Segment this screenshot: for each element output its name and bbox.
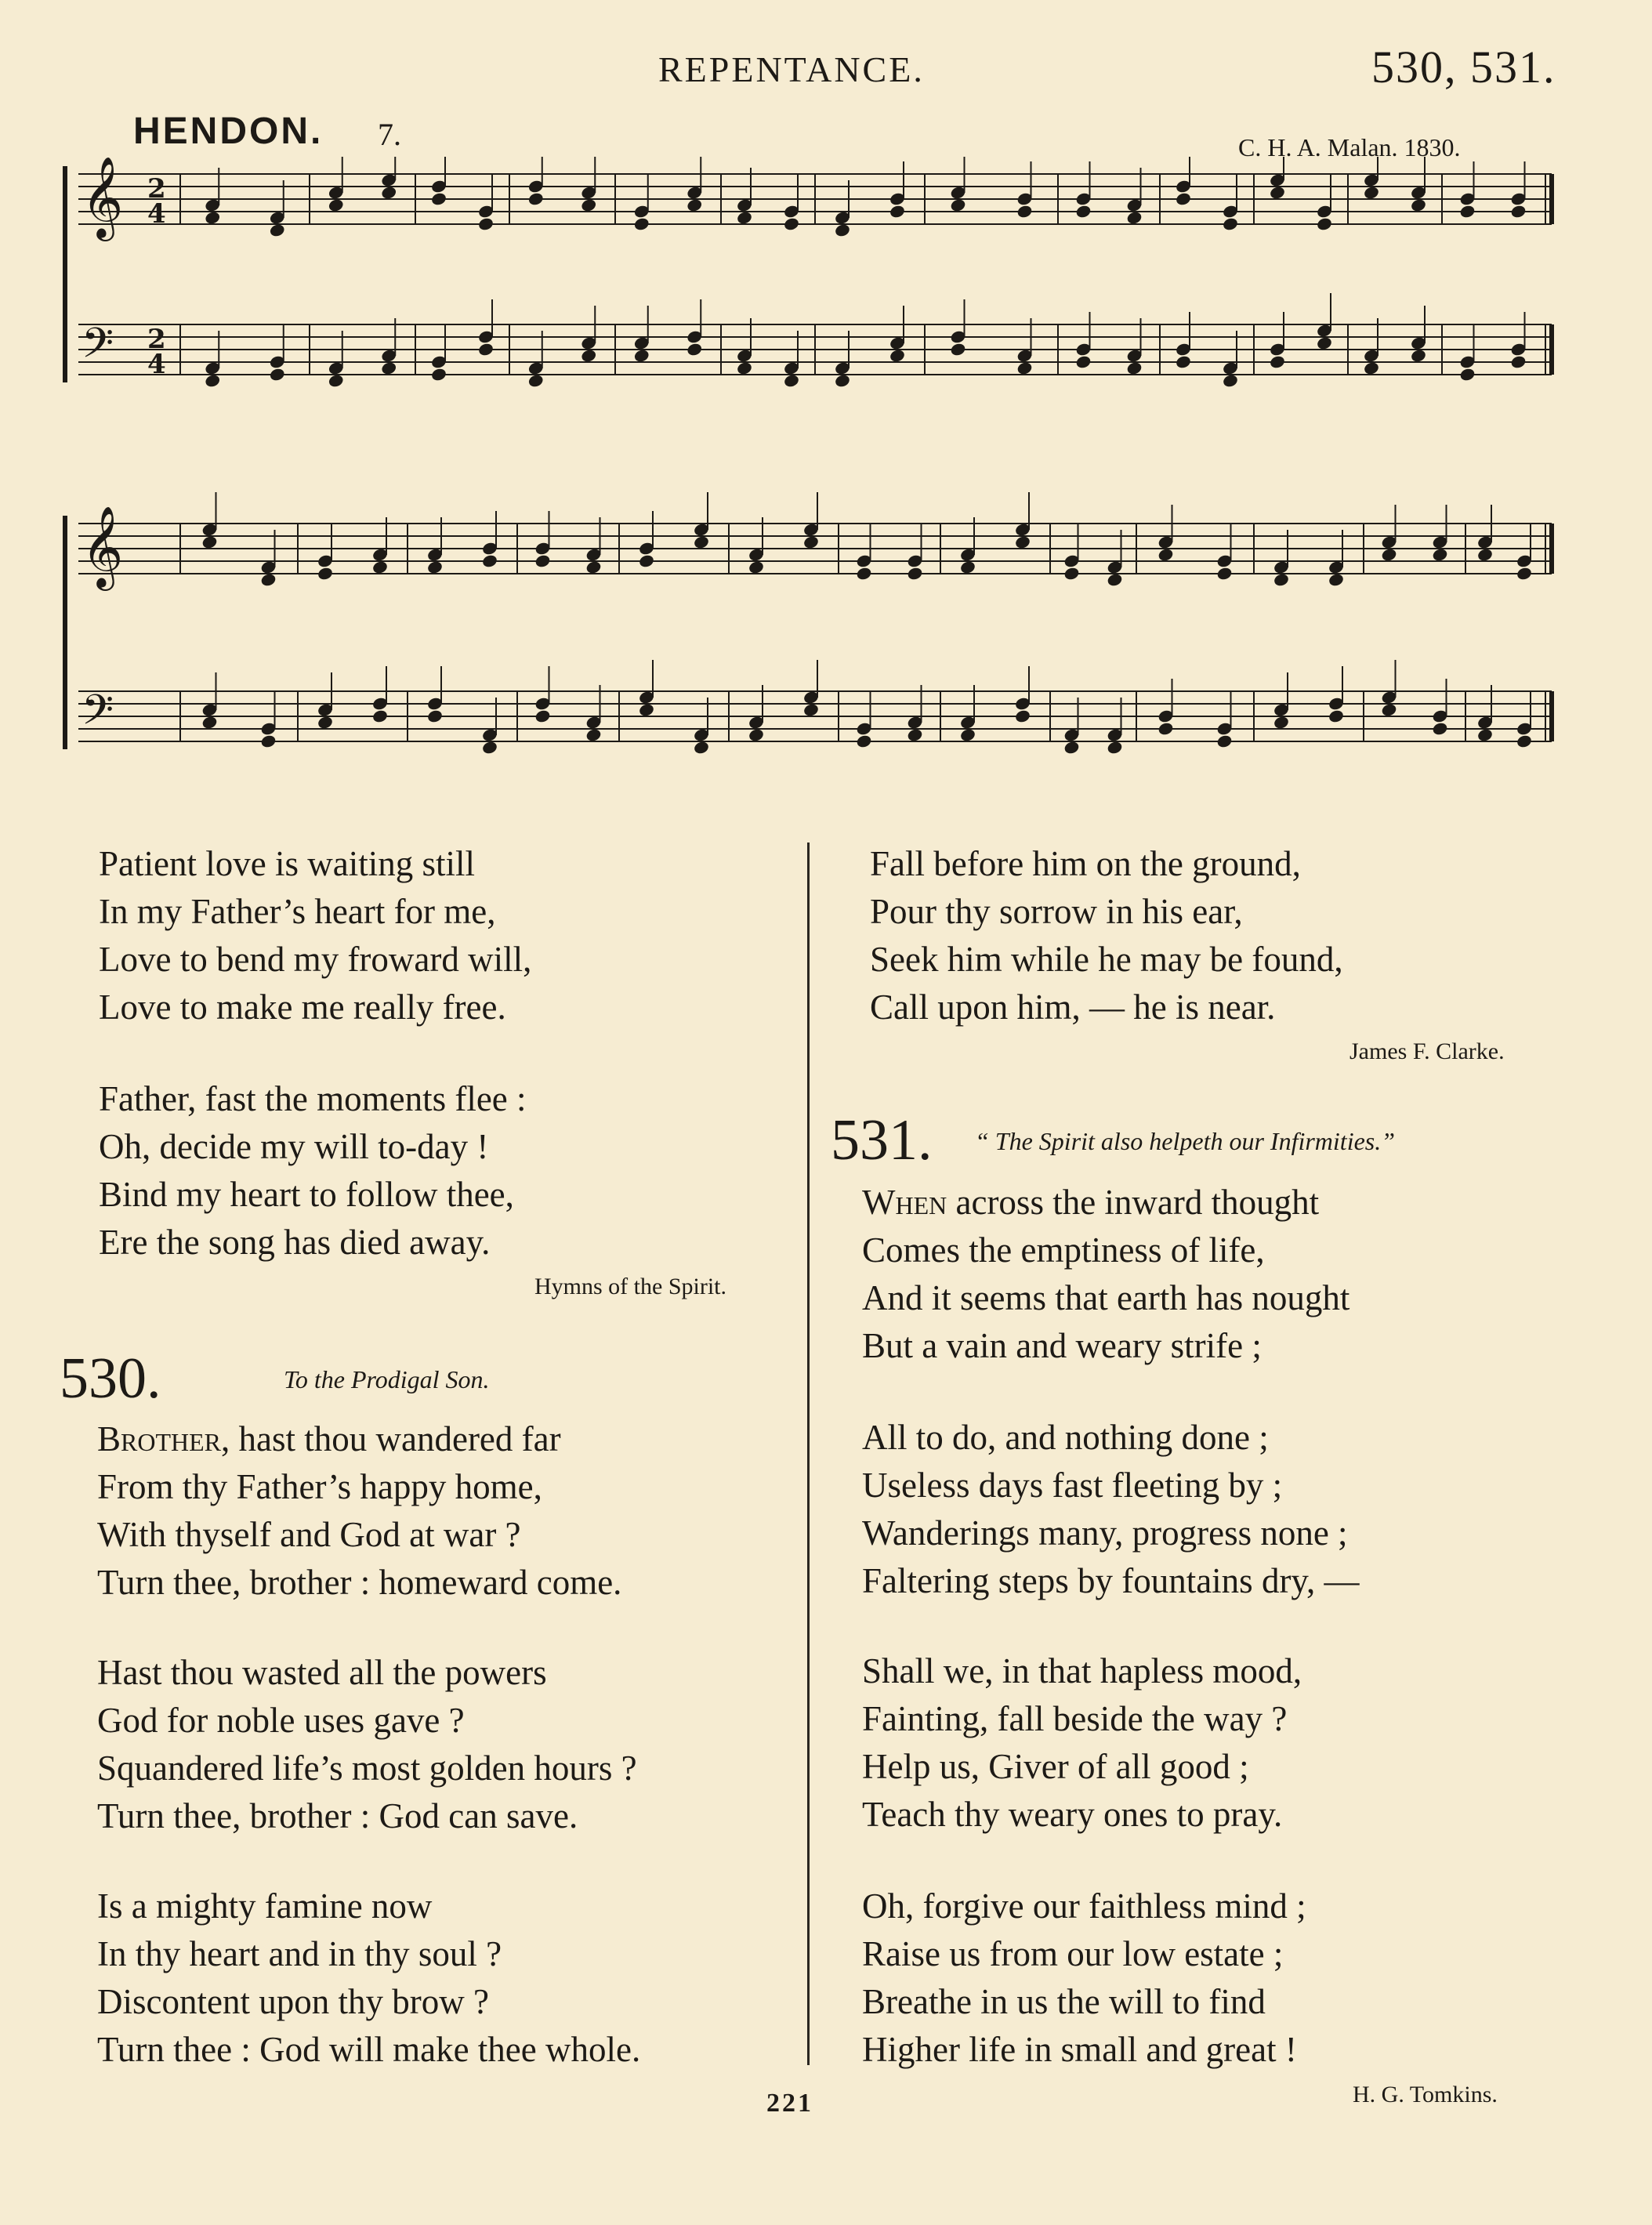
note-head	[686, 197, 703, 212]
verse-line: Faltering steps by fountains dry, —	[862, 1561, 1360, 1600]
note-head	[328, 197, 345, 212]
verse-line: Call upon him, — he is near.	[870, 987, 1276, 1027]
verse-line: Help us, Giver of all good ;	[862, 1747, 1249, 1786]
verse-line: Oh, forgive our faithless mind ;	[862, 1886, 1306, 1926]
note-head	[1410, 197, 1427, 212]
bass-clef-icon: 𝄢	[82, 687, 114, 745]
note-head	[426, 560, 444, 574]
tune-meter: 7.	[378, 117, 401, 152]
note-head	[317, 566, 334, 581]
note-head	[260, 734, 277, 748]
verse-line: Shall we, in that hapless mood,	[862, 1651, 1302, 1690]
note-head	[380, 185, 397, 200]
note-head	[633, 348, 650, 363]
note-head	[1476, 547, 1494, 562]
verse-line: Wanderings many, progress none ;	[862, 1513, 1348, 1553]
note-head	[1516, 566, 1533, 581]
column-divider	[807, 843, 810, 2065]
note-head	[534, 553, 552, 568]
time-signature-bottom: 4	[147, 198, 166, 230]
hymn-531-title: “ The Spirit also helpeth our Infirmities.”	[975, 1127, 1396, 1155]
hymn-531-stanza-1	[862, 1179, 1349, 1370]
verse-line: Hast thou wasted all the powers	[97, 1653, 547, 1692]
note-head	[1432, 721, 1449, 736]
verse-line: Is a mighty famine now	[97, 1886, 433, 1926]
note-head	[736, 361, 753, 375]
verse-line: From thy Father’s happy home,	[97, 1467, 542, 1506]
verse-line: With thyself and God at war ?	[97, 1515, 521, 1554]
note-head	[1381, 547, 1398, 562]
note-head	[802, 535, 820, 549]
note-head	[201, 715, 219, 730]
note-head	[534, 708, 552, 723]
note-head	[477, 216, 495, 231]
note-head	[481, 553, 498, 568]
note-head	[1328, 572, 1345, 587]
hymn-531-author: H. G. Tomkins.	[1353, 2082, 1498, 2107]
note-head	[1269, 185, 1286, 200]
note-head	[1459, 204, 1476, 219]
verse-line: Oh, decide my will to-day !	[99, 1127, 489, 1166]
system-brace	[63, 166, 67, 382]
verse-line: Brother, hast thou wandered far	[97, 1419, 561, 1459]
note-head	[1175, 191, 1192, 206]
note-head	[736, 210, 753, 225]
note-head	[950, 197, 967, 212]
hymn-530-stanza-2	[97, 1649, 637, 1840]
verse-line: In my Father’s heart for me,	[99, 892, 496, 931]
note-head	[889, 348, 906, 363]
note-head	[1222, 216, 1239, 231]
verse-line: Teach thy weary ones to pray.	[862, 1795, 1283, 1834]
note-head	[638, 553, 655, 568]
verse-line: Father, fast the moments flee :	[99, 1079, 527, 1118]
note-head	[1269, 354, 1286, 369]
verse-line: But a vain and weary strife ;	[862, 1326, 1262, 1365]
note-head	[1316, 335, 1333, 350]
note-head	[430, 367, 447, 382]
hymn-531-stanza-3	[862, 1647, 1302, 1839]
note-head	[693, 740, 710, 755]
bass-clef-icon: 𝄢	[82, 320, 114, 378]
note-head	[1510, 354, 1527, 369]
note-head	[1516, 734, 1533, 748]
note-head	[1075, 354, 1092, 369]
hymn-530-stanza-1	[97, 1415, 621, 1607]
note-head	[1075, 204, 1092, 219]
verse-line: Breathe in us the will to find	[862, 1982, 1266, 2021]
note-head	[585, 560, 603, 574]
note-head	[1410, 348, 1427, 363]
note-head	[1381, 702, 1398, 717]
note-head	[380, 361, 397, 375]
note-head	[856, 566, 873, 581]
verse-line: And it seems that earth has nought	[862, 1278, 1350, 1317]
tune-name: HENDON.	[133, 111, 324, 152]
hymn-numbers: 530, 531.	[1371, 42, 1556, 92]
verse-line: Turn thee : God will make thee whole.	[97, 2030, 641, 2069]
note-head	[204, 210, 221, 225]
verse-line: Ere the song has died away.	[99, 1223, 491, 1262]
note-head	[1175, 354, 1192, 369]
note-head	[580, 197, 597, 212]
note-head	[748, 727, 765, 742]
note-head	[1459, 367, 1476, 382]
note-head	[371, 560, 389, 574]
hymn-530-number: 530.	[60, 1346, 161, 1411]
verse-line: Raise us from our low estate ;	[862, 1934, 1284, 1973]
composer-year: 1830.	[1404, 133, 1461, 161]
prev-hymn-stanza-2	[99, 1075, 527, 1267]
hymn-530-author: James F. Clarke.	[1349, 1038, 1505, 1064]
note-head	[1273, 572, 1290, 587]
running-head: REPENTANCE.	[658, 49, 925, 89]
note-head	[907, 566, 924, 581]
treble-clef-icon: 𝄞	[82, 506, 124, 588]
note-head	[328, 373, 345, 388]
note-head	[269, 223, 286, 237]
verse-line: Turn thee, brother : homeward come.	[97, 1563, 622, 1602]
note-head	[1316, 216, 1333, 231]
note-head	[1063, 740, 1081, 755]
note-head	[1014, 535, 1031, 549]
note-head	[783, 216, 800, 231]
verse-line: Discontent upon thy brow ?	[97, 1982, 489, 2021]
note-head	[580, 348, 597, 363]
verse-line: In thy heart and in thy soul ?	[97, 1934, 502, 1973]
note-head	[1126, 210, 1143, 225]
verse-line: Comes the emptiness of life,	[862, 1230, 1265, 1270]
prev-hymn-author: Hymns of the Spirit.	[534, 1274, 726, 1299]
note-head	[1510, 204, 1527, 219]
music-system-2	[63, 486, 1560, 792]
note-head	[1157, 547, 1175, 562]
note-head	[1222, 373, 1239, 388]
note-head	[1107, 572, 1124, 587]
time-signature-bottom: 4	[147, 349, 166, 380]
note-head	[1014, 708, 1031, 723]
verse-line: Love to bend my froward will,	[99, 940, 532, 979]
verse-line: When across the inward thought	[862, 1183, 1320, 1222]
verse-line: All to do, and nothing done ;	[862, 1418, 1269, 1457]
hymn-530-first-word: Brother,	[97, 1419, 230, 1459]
note-head	[201, 535, 219, 549]
note-head	[260, 572, 277, 587]
hymn-531-number: 531.	[831, 1108, 933, 1172]
note-head	[1126, 361, 1143, 375]
note-head	[585, 727, 603, 742]
verse-line: Squandered life’s most golden hours ?	[97, 1748, 637, 1788]
note-head	[1363, 185, 1380, 200]
note-head	[1216, 734, 1234, 748]
composer-name: C. H. A. Malan.	[1238, 133, 1398, 161]
note-head	[834, 223, 851, 237]
note-head	[889, 204, 906, 219]
hymn-531-stanza-4	[862, 1883, 1306, 2074]
note-head	[633, 216, 650, 231]
note-head	[693, 535, 710, 549]
note-head	[1328, 708, 1345, 723]
note-head	[477, 342, 495, 357]
note-head	[204, 373, 221, 388]
verse-line: God for noble uses gave ?	[97, 1701, 465, 1740]
hymn-531-stanza-2	[862, 1414, 1360, 1605]
hymn-530-title: To the Prodigal Son.	[284, 1365, 490, 1393]
music-system-1	[63, 157, 1560, 439]
note-head	[1157, 721, 1175, 736]
note-head	[1273, 715, 1290, 730]
note-head	[686, 342, 703, 357]
verse-line: Patient love is waiting still	[99, 844, 475, 883]
note-head	[426, 708, 444, 723]
note-head	[959, 727, 976, 742]
hymn-531-first-word: When	[862, 1183, 947, 1222]
note-head	[1107, 740, 1124, 755]
system-brace	[63, 516, 67, 749]
hymn-530-stanza-4	[870, 840, 1343, 1031]
note-head	[748, 560, 765, 574]
note-head	[371, 708, 389, 723]
verse-line: Higher life in small and great !	[862, 2030, 1297, 2069]
note-head	[1363, 361, 1380, 375]
time-signature-top: 2	[147, 324, 166, 355]
note-head	[959, 560, 976, 574]
note-head	[269, 367, 286, 382]
treble-clef-icon: 𝄞	[82, 157, 124, 238]
note-head	[1216, 566, 1234, 581]
verse-line: Turn thee, brother : God can save.	[97, 1796, 578, 1835]
verse-line: Pour thy sorrow in his ear,	[870, 892, 1243, 931]
note-head	[430, 191, 447, 206]
verse-line: Bind my heart to follow thee,	[99, 1175, 514, 1214]
note-head	[802, 702, 820, 717]
note-head	[527, 373, 545, 388]
time-signature-top: 2	[147, 173, 166, 205]
prev-hymn-stanza-1	[99, 840, 531, 1031]
verse-line: Useless days fast fleeting by ;	[862, 1466, 1283, 1505]
note-head	[907, 727, 924, 742]
note-head	[856, 734, 873, 748]
page-number: 221	[766, 2089, 813, 2118]
note-head	[527, 191, 545, 206]
note-head	[317, 715, 334, 730]
verse-line: Fall before him on the ground,	[870, 844, 1301, 883]
note-head	[638, 702, 655, 717]
verse-line: Love to make me really free.	[99, 987, 506, 1027]
note-head	[481, 740, 498, 755]
note-head	[783, 373, 800, 388]
note-head	[1476, 727, 1494, 742]
verse-line: Seek him while he may be found,	[870, 940, 1343, 979]
note-head	[834, 373, 851, 388]
verse-line: Fainting, fall beside the way ?	[862, 1699, 1288, 1738]
note-head	[1432, 547, 1449, 562]
note-head	[1016, 361, 1034, 375]
hymn-530-stanza-3	[97, 1883, 640, 2074]
note-head	[1016, 204, 1034, 219]
note-head	[1063, 566, 1081, 581]
note-head	[950, 342, 967, 357]
